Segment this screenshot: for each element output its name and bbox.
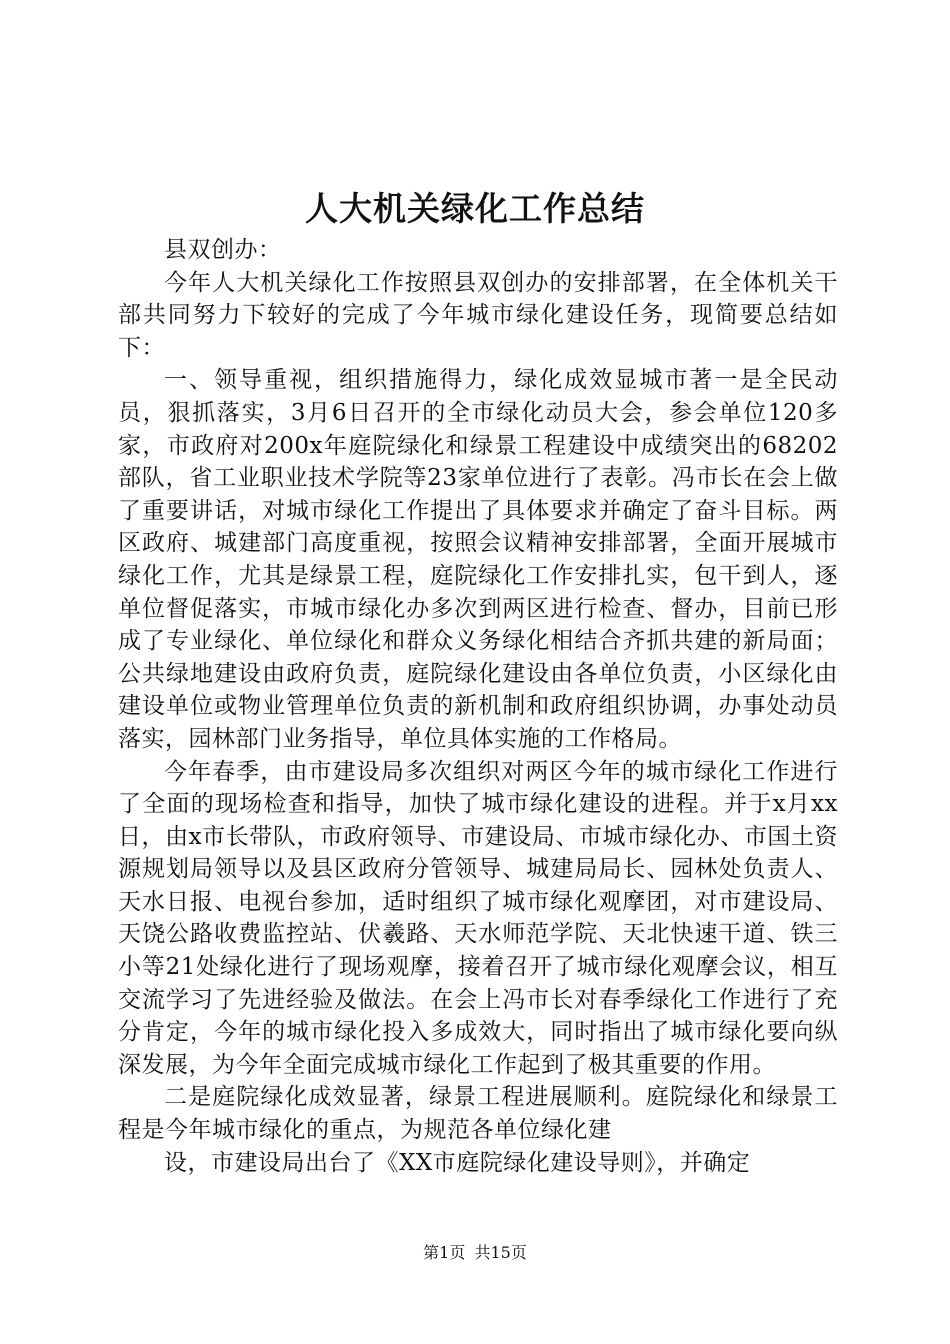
paragraph-intro: 今年人大机关绿化工作按照县双创办的安排部署，在全体机关干部共同努力下较好的完成了今年城市绿化建设任务，现简要总结如下： xyxy=(118,269,838,361)
paragraph-spring: 今年春季，由市建设局多次组织对两区今年的城市绿化工作进行了全面的现场检查和指导，加快了城市绿化建设的进程。并于x月xx日，由x市长带队，市政府领导、市建设局、市城市绿化办、市国土资源规划局领导以及县区政府分管领导、城建局局长、园林处负责人、天水日报、电视台参加，适时组织了城市绿化观摩团，对市建设局、天饶公路收费监控站、伏羲路、天水师范学院、天北快速干道、铁三小等21处绿化进行了现场观摩，接着召开了城市绿化观摩会议，相互交流学习了先进经验及做法。在会上冯市长对春季绿化工作进行了充分肯定，今年的城市绿化投入多成效大，同时指出了城市绿化要向纵深发展，为今年全面完成城市绿化工作起到了极其重要的作用。 xyxy=(118,758,838,1078)
paragraph-continued: 设，市建设局出台了《XX市庭院绿化建设导则》，并确定 xyxy=(164,1149,751,1176)
page-footer xyxy=(0,1242,950,1264)
page-number: 第1页 xyxy=(423,1243,466,1262)
paragraph-section-two: 二是庭院绿化成效显著，绿景工程进展顺利。庭院绿化和绿景工程是今年城市绿化的重点，为规范各单位绿化建 xyxy=(118,1084,838,1144)
paragraph-salutation: 县双创办： xyxy=(164,237,282,263)
paragraph-section-one: 一、领导重视，组织措施得力，绿化成效显城市著一是全民动员，狠抓落实，3月6日召开的全市绿化动员大会，参会单位120多家，市政府对200x年庭院绿化和绿景工程建设中成绩突出的68202部队，省工业职业技术学院等23家单位进行了表彰。冯市长在会上做了重要讲话，对城市绿化工作提出了具体要求并确定了奋斗目标。两区政府、城建部门高度重视，按照会议精神安排部署，全面开展城市绿化工作，尤其是绿景工程，庭院绿化工作安排扎实，包干到人，逐单位督促落实，市城市绿化办多次到两区进行检查、督办，目前已形成了专业绿化、单位绿化和群众义务绿化相结合齐抓共建的新局面；公共绿地建设由政府负责，庭院绿化建设由各单位负责，小区绿化由建设单位或物业管理单位负责的新机制和政府组织协调，办事处动员落实，园林部门业务指导，单位具体实施的工作格局。 xyxy=(118,367,838,752)
document-title: 人大机关绿化工作总结 xyxy=(305,189,645,228)
page-total: 共15页 xyxy=(474,1243,527,1262)
document-body xyxy=(118,234,838,1179)
